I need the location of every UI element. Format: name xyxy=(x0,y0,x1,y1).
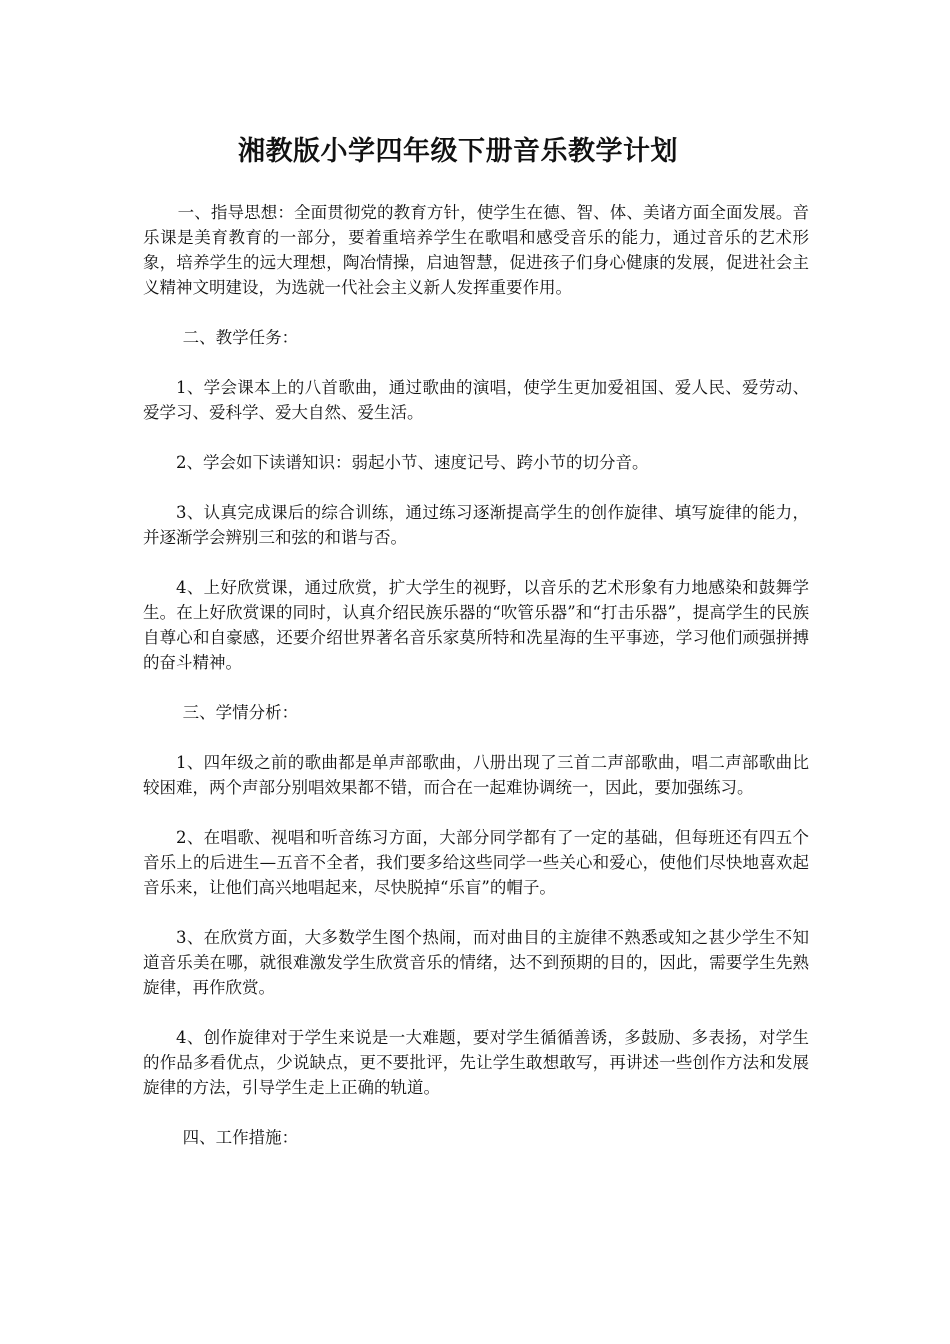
paragraph-task-1: 1、学会课本上的八首歌曲，通过歌曲的演唱，使学生更加爱祖国、爱人民、爱劳动、爱学习、爱科学、爱大自然、爱生活。 xyxy=(143,378,809,422)
document-body xyxy=(143,200,809,1175)
document-title: 湘教版小学四年级下册音乐教学计划 xyxy=(238,136,678,167)
paragraph-task-2: 2、学会如下读谱知识：弱起小节、速度记号、跨小节的切分音。 xyxy=(176,453,649,472)
paragraph-analysis-3: 3、在欣赏方面，大多数学生图个热闹，而对曲目的主旋律不熟悉或知之甚少学生不知道音乐美在哪，就很难激发学生欣赏音乐的情绪，达不到预期的目的，因此，需要学生先熟旋律，再作欣赏。 xyxy=(143,928,809,997)
paragraph-guiding-ideology: 一、指导思想：全面贯彻党的教育方针，使学生在德、智、体、美诸方面全面发展。音乐课是美育教育的一部分，要着重培养学生在歌唱和感受音乐的能力，通过音乐的艺术形象，培养学生的远大理想，陶冶情操，启迪智慧，促进孩子们身心健康的发展，促进社会主义精神文明建设，为选就一代社会主义新人发挥重要作用。 xyxy=(143,203,809,297)
heading-student-analysis: 三、学情分析： xyxy=(182,703,299,722)
paragraph-analysis-2: 2、在唱歌、视唱和听音练习方面，大部分同学都有了一定的基础，但每班还有四五个音乐上的后进生—五音不全者，我们要多给这些同学一些关心和爱心，使他们尽快地喜欢起音乐来，让他们高兴地唱起来，尽快脱掉“乐盲”的帽子。 xyxy=(143,828,809,897)
paragraph-analysis-4: 4、创作旋律对于学生来说是一大难题，要对学生循循善诱，多鼓励、多表扬，对学生的作品多看优点，少说缺点，更不要批评，先让学生敢想敢写，再讲述一些创作方法和发展旋律的方法，引导学生走上正确的轨道。 xyxy=(143,1028,809,1097)
paragraph-analysis-1: 1、四年级之前的歌曲都是单声部歌曲，八册出现了三首二声部歌曲，唱二声部歌曲比较困难，两个声部分别唱效果都不错，而合在一起难协调统一，因此，要加强练习。 xyxy=(143,753,809,797)
paragraph-task-4: 4、上好欣赏课，通过欣赏，扩大学生的视野，以音乐的艺术形象有力地感染和鼓舞学生。在上好欣赏课的同时，认真介绍民族乐器的“吹管乐器”和“打击乐器”，提高学生的民族自尊心和自豪感，还要介绍世界著名音乐家莫所特和冼星海的生平事迹，学习他们顽强拼搏的奋斗精神。 xyxy=(143,578,809,672)
paragraph-task-3: 3、认真完成课后的综合训练，通过练习逐渐提高学生的创作旋律、填写旋律的能力，并逐渐学会辨别三和弦的和谐与否。 xyxy=(143,503,809,547)
heading-work-measures: 四、工作措施： xyxy=(182,1128,299,1147)
heading-teaching-tasks: 二、教学任务： xyxy=(182,328,299,347)
